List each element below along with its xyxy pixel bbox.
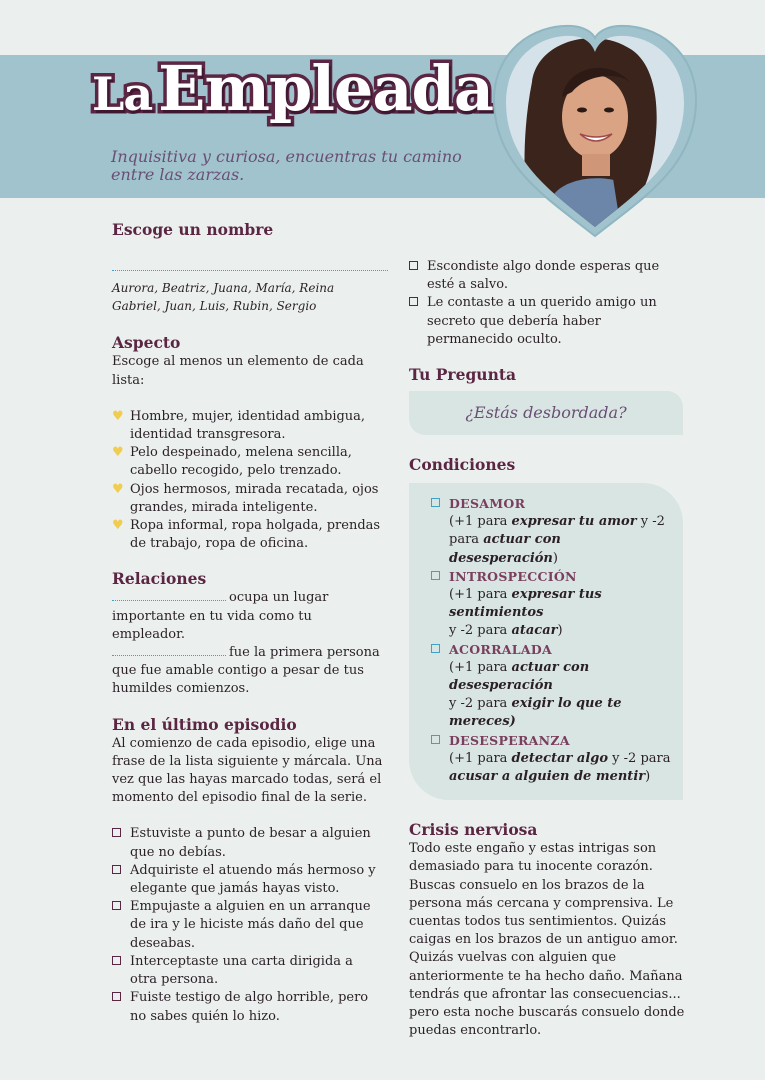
name-list-1: Aurora, Beatriz, Juana, María, Reina: [112, 281, 335, 295]
name-list-2: Gabriel, Juan, Luis, Rubin, Sergio: [112, 299, 317, 314]
name-heading: Escoge un nombre: [112, 220, 274, 239]
heart-bullet-icon: ♥: [112, 408, 124, 424]
checkbox-icon[interactable]: [112, 956, 121, 965]
relation-1-blank[interactable]: [112, 589, 226, 601]
condition-checkbox-icon[interactable]: [431, 571, 440, 580]
checkbox-icon[interactable]: [112, 992, 121, 1001]
list-item[interactable]: Le contaste a un querido amigo un secreto que debería haber permanecido oculto.: [409, 294, 685, 349]
tagline: Inquisitiva y curiosa, encuentras tu camino entre las zarzas.: [111, 147, 462, 184]
episode-heading: En el último episodio: [112, 714, 297, 734]
condition-item[interactable]: DESESPERANZA (+1 para detectar algo y -2 para acusar a alguien de mentir): [431, 732, 673, 787]
checkbox-icon[interactable]: [112, 865, 121, 874]
heart-bullet-icon: ♥: [112, 481, 124, 497]
checkbox-icon[interactable]: [409, 297, 418, 306]
list-item[interactable]: ♥ Pelo despeinado, melena sencilla, cabello recogido, pelo trenzado.: [112, 445, 352, 479]
list-item[interactable]: Interceptaste una carta dirigida a otra persona.: [112, 953, 384, 989]
aspect-intro: Escoge al menos un elemento de cada lista:: [112, 354, 364, 388]
relation-1: ocupa un lugar importante en tu vida como tu empleador.: [112, 590, 329, 642]
list-item[interactable]: Escondiste algo donde esperas que esté a salvo.: [409, 258, 685, 294]
question-heading: Tu Pregunta: [409, 365, 517, 385]
condition-checkbox-icon[interactable]: [431, 644, 440, 653]
relation-2: fue la primera persona que fue amable contigo a pesar de tus humildes comienzos.: [112, 645, 380, 697]
left-column: [112, 220, 384, 1026]
episode-intro: Al comienzo de cada episodio, elige una frase de la lista siguiente y márcala. Una vez que las hayas marcado todas, será el momento del episodio final de la serie.: [112, 735, 383, 806]
checkbox-icon[interactable]: [112, 901, 121, 910]
episode-list-continued: [409, 258, 685, 349]
condition-item[interactable]: INTROSPECCIÓN (+1 para expresar tus sentimientos y -2 para atacar): [431, 568, 673, 641]
list-item[interactable]: ♥ Hombre, mujer, identidad ambigua, identidad transgresora.: [112, 408, 366, 443]
list-item[interactable]: Estuviste a punto de besar a alguien que no debías.: [112, 825, 384, 861]
checkbox-icon[interactable]: [409, 261, 418, 270]
aspect-heading: Aspecto: [112, 333, 181, 353]
heart-bullet-icon: ♥: [112, 518, 124, 534]
condition-item[interactable]: DESAMOR (+1 para expresar tu amor y -2 para actuar con desesperación): [431, 495, 673, 568]
condition-checkbox-icon[interactable]: [431, 498, 440, 507]
name-write-line[interactable]: [112, 270, 388, 271]
aspect-list: [112, 408, 384, 554]
checkbox-icon[interactable]: [112, 828, 121, 837]
relation-2-blank[interactable]: [112, 644, 226, 656]
crisis-text: Todo este engaño y estas intrigas son demasiado para tu inocente corazón. Buscas consuelo en los brazos de la persona más cercana y comprensiva. Le cuentas todos tus sentimientos. Quizás caigas en los brazos de un antiguo amor. Quizás vuelvas con alguien que anteriormente te ha hecho daño. Mañana tendrás que afrontar las consecuencias... pero esta noche buscarás consuelo donde puedas encontrarlo.: [409, 841, 685, 1039]
conditions-heading: Condiciones: [409, 455, 516, 475]
list-item[interactable]: ♥ Ojos hermosos, mirada recatada, ojos grandes, mirada inteligente.: [112, 481, 379, 515]
page-title: [92, 52, 493, 125]
title-word: Empleada: [158, 52, 494, 125]
list-item[interactable]: ♥ Ropa informal, ropa holgada, prendas de trabajo, ropa de oficina.: [112, 518, 381, 552]
relations-heading: Relaciones: [112, 569, 207, 589]
title-article: La: [92, 67, 153, 121]
conditions-panel: [409, 483, 683, 800]
list-item[interactable]: Empujaste a alguien en un arranque de ira y le hiciste más daño del que deseabas.: [112, 898, 384, 953]
heart-bullet-icon: ♥: [112, 445, 124, 461]
condition-checkbox-icon[interactable]: [431, 735, 440, 744]
condition-item[interactable]: ACORRALADA (+1 para actuar con desesperación y -2 para exigir lo que te mereces): [431, 641, 673, 732]
list-item[interactable]: Fuiste testigo de algo horrible, pero no sabes quién lo hizo.: [112, 989, 384, 1025]
question-box: ¿Estás desbordada?: [409, 391, 683, 435]
episode-list: [112, 825, 384, 1025]
crisis-heading: Crisis nerviosa: [409, 820, 538, 840]
portrait-heart: [492, 22, 698, 238]
right-column: [409, 258, 685, 1041]
list-item[interactable]: Adquiriste el atuendo más hermoso y elegante que jamás hayas visto.: [112, 862, 384, 898]
